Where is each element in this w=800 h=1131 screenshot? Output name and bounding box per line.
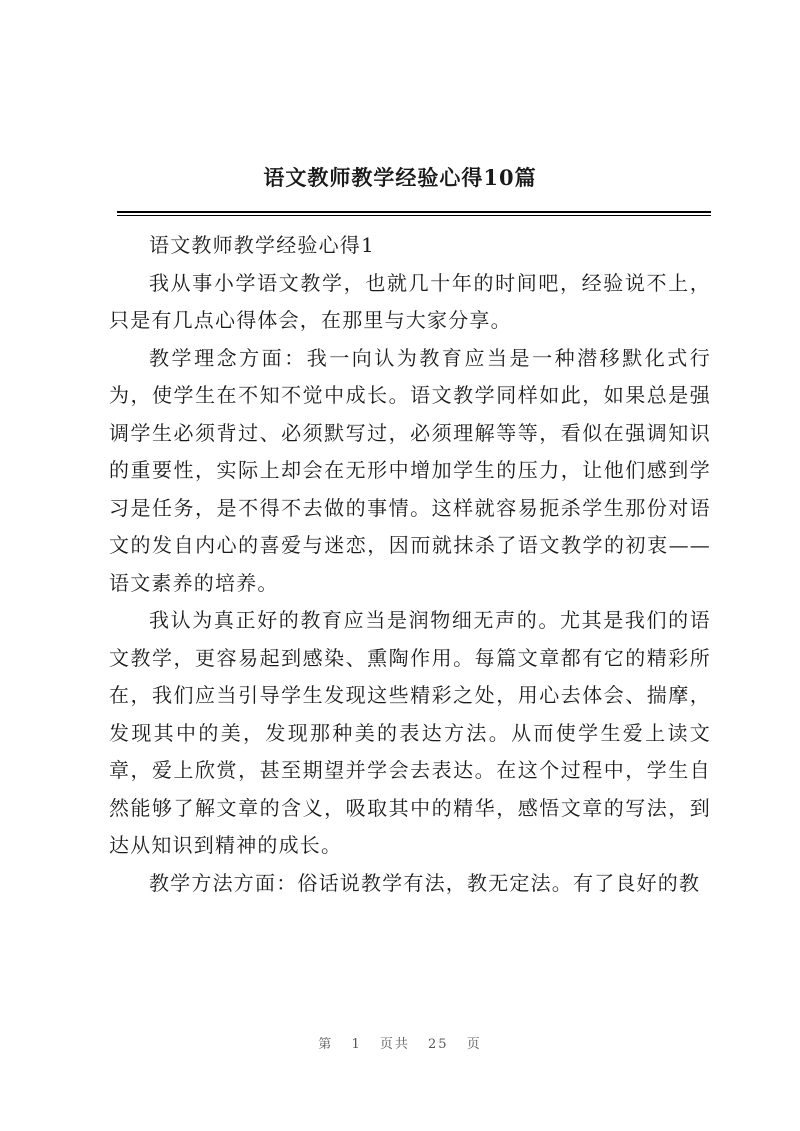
footer-suffix: 页 bbox=[466, 1037, 482, 1052]
page-footer bbox=[0, 1033, 800, 1052]
footer-total-pages: 25 bbox=[428, 1037, 449, 1052]
paragraph-intro: 我从事小学语文教学，也就几十年的时间吧，经验说不上，只是有几点心得体会，在那里与大家分享。 bbox=[109, 270, 711, 332]
paragraph-subtle-education: 我认为真正好的教育应当是润物细无声的。尤其是我们的语文教学，更容易起到感染、熏陶作用。每篇文章都有它的精彩所在，我们应当引导学生发现这些精彩之处，用心去体会、揣摩，发现其中的美，发现那种美的表达方法。从而使学生爱上读文章，爱上欣赏，甚至期望并学会去表达。在这个过程中，学生自然能够了解文章的含义，吸取其中的精华，感悟文章的写法，到达从知识到精神的成长。 bbox=[109, 608, 711, 857]
footer-current-page: 1 bbox=[351, 1037, 362, 1052]
footer-middle: 页共 bbox=[379, 1037, 410, 1052]
section-heading: 语文教师教学经验心得1 bbox=[149, 233, 375, 257]
document-body bbox=[109, 227, 711, 902]
paragraph-teaching-philosophy: 教学理念方面：我一向认为教育应当是一种潜移默化式行为，使学生在不知不觉中成长。语文教学同样如此，如果总是强调学生必须背过、必须默写过，必须理解等等，看似在强调知识的重要性，实际上却会在无形中增加学生的压力，让他们感到学习是任务，是不得不去做的事情。这样就容易扼杀学生那份对语文的发自内心的喜爱与迷恋，因而就抹杀了语文教学的初衷——语文素养的培养。 bbox=[109, 345, 711, 595]
paragraph-teaching-methods: 教学方法方面：俗话说教学有法，教无定法。有了良好的教 bbox=[149, 870, 701, 895]
document-title: 语文教师教学经验心得10篇 bbox=[263, 165, 537, 190]
title-rule-thin bbox=[117, 215, 711, 216]
title-rule-thick bbox=[117, 211, 711, 213]
footer-prefix: 第 bbox=[318, 1037, 334, 1052]
